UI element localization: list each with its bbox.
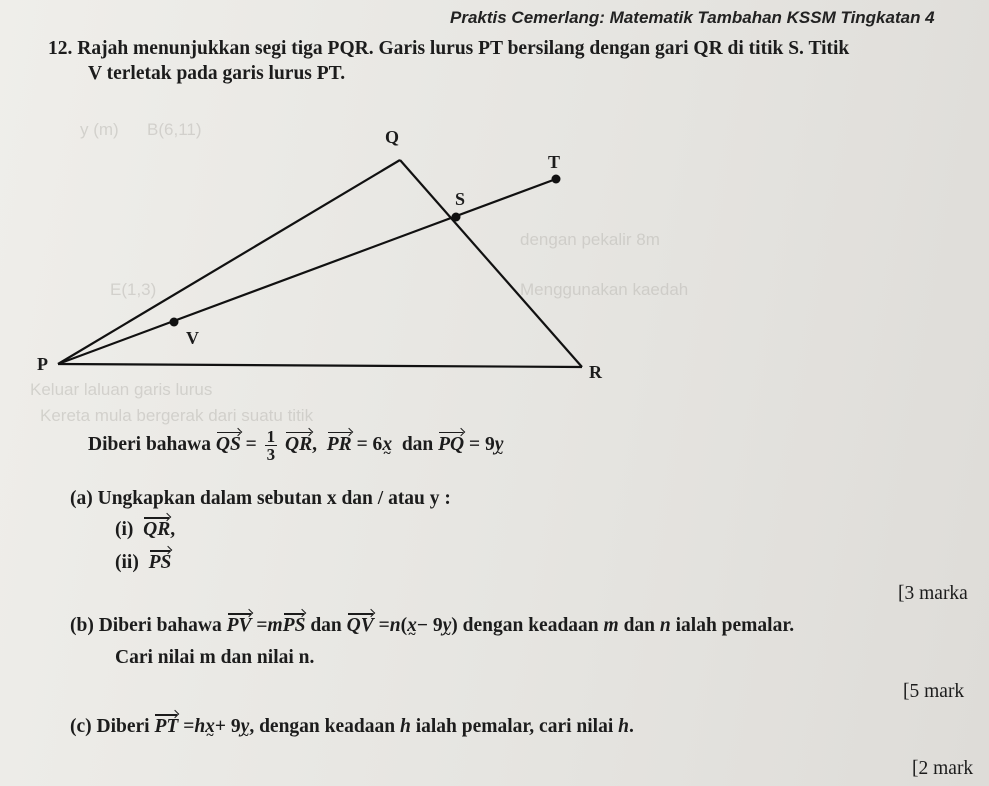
plus-nine: + 9 (214, 716, 241, 737)
part-c (70, 716, 634, 738)
comma: , (170, 519, 176, 540)
bleed-through-text: Menggunakan kaedah (520, 280, 689, 299)
bleed-through-text: E(1,3) (110, 280, 157, 299)
part-b-marks: [5 mark (903, 681, 965, 702)
vector-x: x ~ (382, 434, 392, 456)
question-text-1: Rajah menunjukkan segi tiga PQR. Garis lurus PT bersilang dengan gari QR di titik S. Titik (77, 38, 850, 59)
fraction-denominator: 3 (266, 445, 276, 464)
side-qr (400, 160, 582, 367)
equals-sign: = (245, 433, 257, 455)
part-c-text: Diberi (96, 716, 150, 737)
part-a (70, 488, 451, 510)
part-a-text: Ungkapkan dalam sebutan x dan / atau y : (97, 488, 451, 509)
point-v-dot (170, 318, 179, 327)
part-a-ii-label: (ii) (115, 552, 139, 573)
comma: , (312, 433, 318, 455)
page-header: Praktis Cemerlang: Matematik Tambahan KSSM Tingkatan 4 (450, 8, 935, 27)
open-paren: ( (400, 615, 408, 636)
part-a-ii (115, 552, 171, 574)
vector-pt: PT (154, 716, 179, 737)
vector-qv: QV (346, 615, 374, 636)
point-t-dot (552, 175, 561, 184)
vector-y: y ~ (241, 716, 250, 738)
pq-value: = 9 (469, 433, 495, 455)
constant-n: n (659, 615, 671, 636)
pr-value: = 6 (356, 433, 383, 455)
constant-h: h (618, 716, 629, 737)
label-q: Q (385, 127, 400, 147)
vector-y: y ~ (443, 615, 452, 637)
minus-nine: − 9 (416, 615, 443, 636)
fraction-one-third (265, 428, 278, 463)
given-statement (88, 428, 503, 463)
vector-qs: QS (215, 433, 241, 455)
bleed-through-text: y (m) B(6,11) (80, 120, 202, 139)
word-dan: dan (310, 615, 342, 636)
equals-sign: = (183, 716, 195, 737)
close-paren: ) (451, 615, 458, 636)
part-b-line-2: Cari nilai m dan nilai n. (115, 647, 315, 668)
constant-h: h (194, 716, 206, 737)
label-t: T (548, 152, 561, 172)
part-a-label: (a) (70, 488, 93, 509)
part-b-label: (b) (70, 615, 94, 636)
part-c-text: ialah pemalar, cari nilai (415, 716, 614, 737)
bleed-through-text: Keluar laluan garis lurus (30, 380, 213, 399)
vector-ps: PS (282, 615, 306, 636)
point-s-dot (452, 213, 461, 222)
part-a-i (115, 519, 175, 541)
label-p: P (37, 354, 48, 374)
word-dan: dan (623, 615, 656, 636)
vector-ps-answer: PS (148, 552, 172, 573)
part-b-text: ialah pemalar. (675, 615, 795, 636)
vector-pq: PQ (438, 433, 465, 455)
part-b-text: Diberi bahawa (98, 615, 222, 636)
equals-sign: = (378, 615, 390, 636)
side-pq (58, 160, 400, 364)
given-prefix: Diberi bahawa (88, 433, 211, 455)
label-s: S (455, 189, 466, 209)
constant-n: n (389, 615, 401, 636)
part-c-label: (c) (70, 716, 92, 737)
vector-qr: QR (285, 433, 313, 455)
bleed-through-text: dengan pekalir 8m (520, 230, 660, 249)
fraction-numerator: 1 (266, 427, 276, 446)
bleed-through-text: Kereta mula bergerak dari suatu titik (40, 406, 314, 425)
constant-m: m (267, 615, 283, 636)
vector-x: x ~ (205, 716, 215, 738)
question-line-2: V terletak pada garis lurus PT. (88, 63, 346, 84)
part-c-marks: [2 mark (912, 758, 974, 779)
constant-m: m (603, 615, 619, 636)
vector-y: y ~ (495, 434, 504, 456)
part-b-line-1 (70, 615, 794, 637)
period: . (628, 716, 634, 737)
part-a-i-label: (i) (115, 519, 134, 540)
vector-pv: PV (226, 615, 252, 636)
vector-pr: PR (326, 433, 352, 455)
constant-h: h (399, 716, 411, 737)
part-a-marks: [3 marka (898, 583, 968, 604)
question-number: 12. (48, 38, 73, 59)
side-pr (58, 364, 582, 367)
equals-sign: = (256, 615, 268, 636)
part-c-text: , dengan keadaan (249, 716, 396, 737)
part-b-text: dengan keadaan (462, 615, 599, 636)
label-r: R (589, 362, 602, 382)
line-pt (58, 179, 556, 364)
word-dan: dan (401, 433, 434, 455)
vector-x: x ~ (407, 615, 417, 637)
vector-qr-answer: QR (143, 519, 171, 540)
label-v: V (186, 328, 199, 348)
